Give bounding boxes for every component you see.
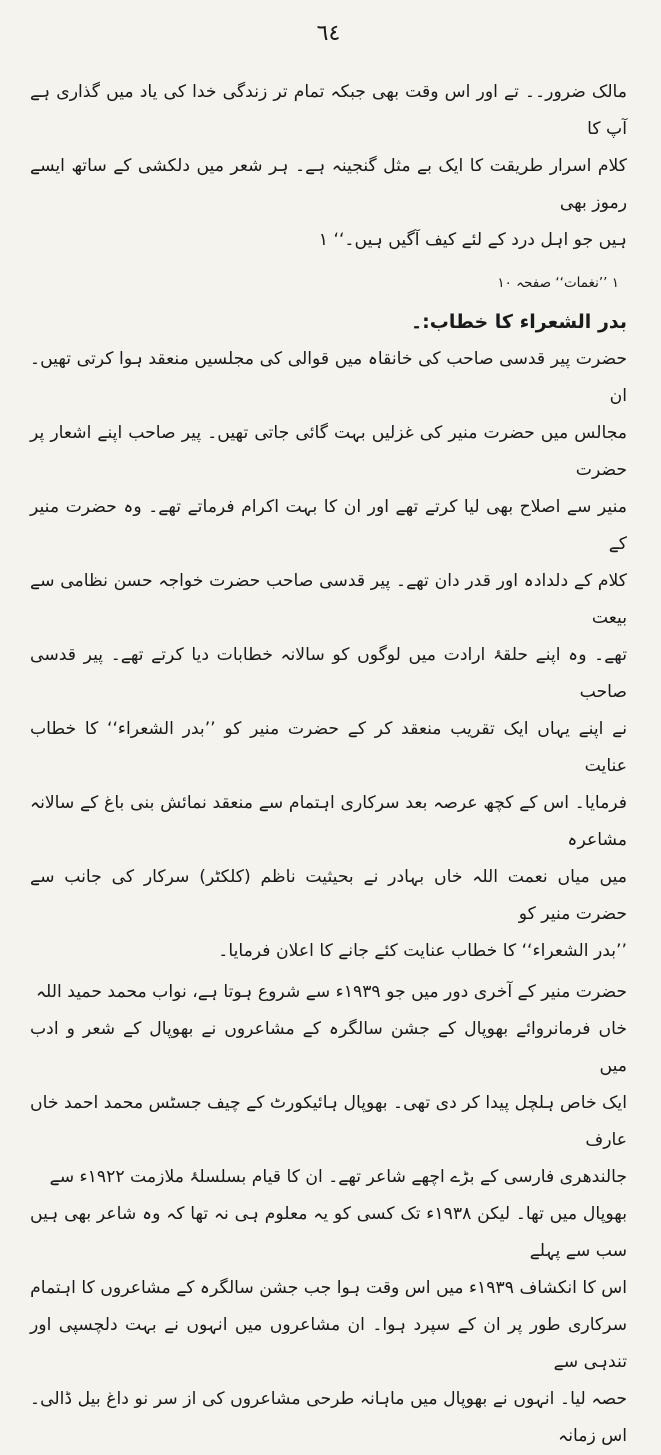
text-line: ہیں جو اہل درد کے لئے کیف آگیں ہیں۔‘‘ ۱ (318, 230, 627, 250)
section2-paragraph (30, 974, 627, 1455)
text-line: فرمایا۔ اس کے کچھ عرصہ بعد سرکاری اہتمام سے منعقد نمائش بنی باغ کے سالانہ مشاعرہ (30, 793, 627, 850)
text-line: میں میاں نعمت اللہ خاں بہادر نے بحیثیت ناظم (کلکٹر) سرکار کی جانب سے حضرت منیر کو (30, 867, 627, 924)
text-line: کلام اسرار طریقت کا ایک بے مثل گنجینہ ہے۔ ہر شعر میں دلکشی کے ساتھ ایسے رموز بھی (30, 156, 627, 213)
text-line: منیر سے اصلاح بھی لیا کرتے تھے اور ان کا بہت اکرام فرماتے تھے۔ وہ حضرت منیر کے (30, 497, 627, 554)
text-line: ’’بدر الشعراء‘‘ کا خطاب عنایت کئے جانے کا اعلان فرمایا۔ (218, 941, 627, 961)
text-line: حضرت پیر قدسی صاحب کی خانقاہ میں قوالی کی مجلسیں منعقد ہوا کرتی تھیں۔ ان (30, 349, 627, 406)
text-line: حضرت منیر کے آخری دور میں جو ۱۹۳۹ء سے شروع ہوتا ہے، نواب محمد حمید اللہ (35, 982, 627, 1002)
text-line: تھے۔ وہ اپنے حلقۂ ارادت میں لوگوں کو سالانہ خطابات دیا کرتے تھے۔ پیر قدسی صاحب (30, 645, 627, 702)
text-line: کلام کے دلدادہ اور قدر دان تھے۔ پیر قدسی صاحب حضرت خواجہ حسن نظامی سے بیعت (30, 571, 627, 628)
intro-paragraph (30, 74, 627, 259)
text-line: سرکاری طور پر ان کے سپرد ہوا۔ ان مشاعروں میں انہوں نے بہت دلچسپی اور تندہی سے (30, 1315, 627, 1372)
text-line: نے اپنے یہاں ایک تقریب منعقد کر کے حضرت منیر کو ’’بدر الشعراء‘‘ کا خطاب عنایت (30, 719, 627, 776)
page-number: ٦٤ (316, 21, 341, 46)
text-line: جالندھری فارسی کے بڑے اچھے شاعر تھے۔ ان کا قیام بسلسلۂ ملازمت ۱۹۲۲ء سے (49, 1167, 627, 1187)
text-line: خاں فرمانروائے بھوپال کے جشن سالگرہ کے مشاعروں نے بھوپال کے شعر و ادب میں (30, 1019, 627, 1076)
section-heading: بدر الشعراء کا خطاب:۔ (411, 311, 627, 333)
section1-paragraph (30, 341, 627, 970)
text-line: حصہ لیا۔ انہوں نے بھوپال میں ماہانہ طرحی مشاعروں کی از سر نو داغ بیل ڈالی۔ اس زمانہ (30, 1389, 627, 1446)
footnote: ۱ ’’نغمات‘‘ صفحہ ۱۰ (497, 275, 619, 291)
text-line: مجالس میں حضرت منیر کی غزلیں بہت گائی جاتی تھیں۔ پیر صاحب اپنے اشعار پر حضرت (30, 423, 627, 480)
text-line: اس کا انکشاف ۱۹۳۹ء میں اس وقت ہوا جب جشن سالگرہ کے مشاعروں کا اہتمام (30, 1278, 627, 1298)
text-line: بھوپال میں تھا۔ لیکن ۱۹۳۸ء تک کسی کو یہ معلوم ہی نہ تھا کہ وہ شاعر بھی ہیں سب سے پہلے (30, 1204, 627, 1261)
text-line: ایک خاص ہلچل پیدا کر دی تھی۔ بھوپال ہائیکورٹ کے چیف جسٹس محمد احمد خاں عارف (30, 1093, 627, 1150)
text-line: مالک ضرور۔۔ تے اور اس وقت بھی جبکہ تمام تر زندگی خدا کی یاد میں گذاری ہے آپ کا (30, 82, 627, 139)
